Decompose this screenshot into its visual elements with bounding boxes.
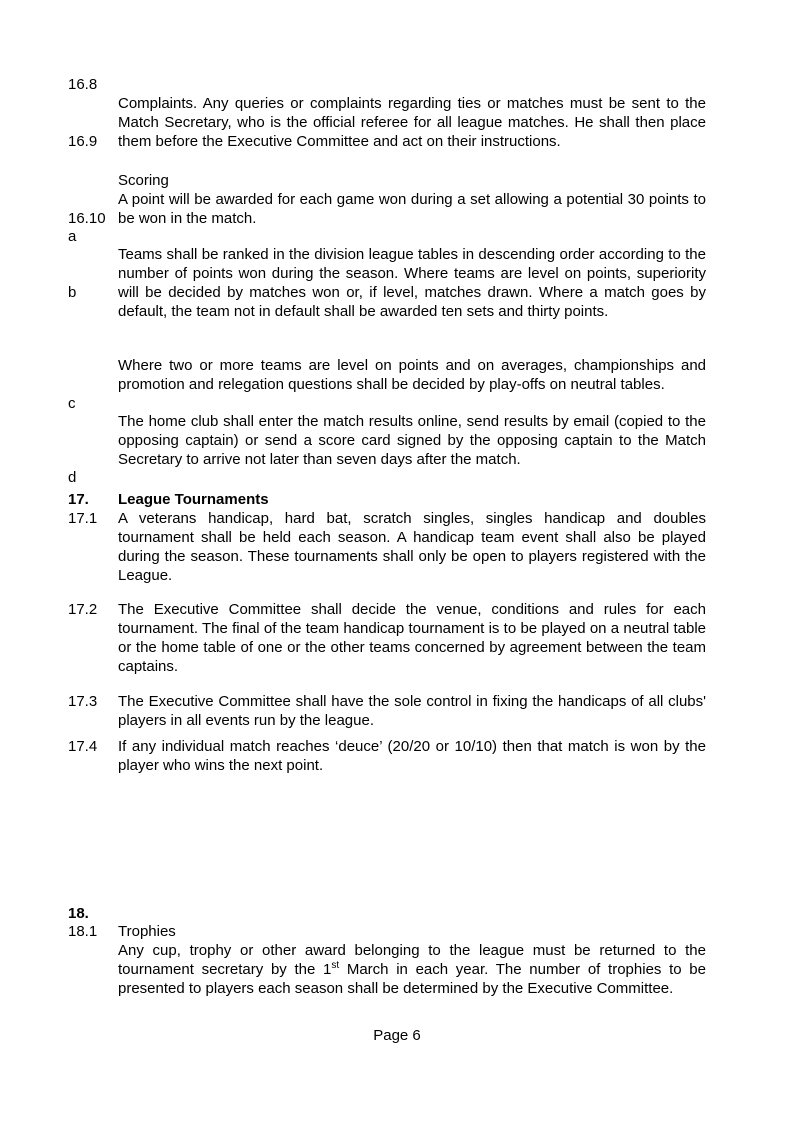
paragraph-17-2: The Executive Committee shall decide the venue, conditions and rules for each tournament. The final of the team handicap tournament is to be played on a neutral table or the home table of one or the other teams concerned by agreement between the team captains. [118,601,706,675]
clause-number-17: 17. [68,491,89,508]
paragraph-complaints: Complaints. Any queries or complaints regarding ties or matches must be sent to the Match Secretary, who is the official referee for all league matches. He shall then place them before the Executive Committee and act on their instructions. [118,95,706,150]
paragraph-scoring: A point will be awarded for each game won during a set allowing a potential 30 points to be won in the match. [118,191,706,227]
page-number-footer: Page 6 [373,1027,421,1044]
heading-trophies: Trophies [118,923,176,940]
clause-number-16-8: 16.8 [68,76,98,93]
ordinal-superscript-st: st [331,960,340,971]
clause-letter-d: d [68,469,77,486]
paragraph-17-1: A veterans handicap, hard bat, scratch singles, singles handicap and doubles tournament shall be held each season. A handicap team event shall also be played during the season. These tournaments shall only be open to players registered with the League. [118,510,706,584]
paragraph-ranking: Teams shall be ranked in the division league tables in descending order according to the number of points won during the season. Where teams are level on points, superiority will be decided by matches won or, if level, matches drawn. Where a match goes by default, the team not in default shall be awarded ten sets and thirty points. [118,246,706,320]
paragraph-17-3: The Executive Committee shall have the sole control in fixing the handicaps of all clubs' players in all events run by the league. [118,693,706,729]
paragraph-18-1-text-before-superscript: Any cup, trophy or other award belonging to the league must be returned to the tournament secretary by the 1 [118,942,706,978]
paragraph-playoffs: Where two or more teams are level on points and on averages, championships and promotion and relegation questions shall be decided by play-offs on neutral tables. [118,357,706,393]
clause-number-18-1: 18.1 [68,923,98,940]
clause-number-17-2: 17.2 [68,601,98,618]
paragraph-results: The home club shall enter the match results online, send results by email (copied to the opposing captain) or send a score card signed by the opposing captain to the Match Secretary to arrive not later than seven days after the match. [118,413,706,468]
clause-number-17-4: 17.4 [68,738,98,755]
clause-number-17-1: 17.1 [68,510,98,527]
clause-letter-a: a [68,228,77,245]
clause-number-16-9: 16.9 [68,133,98,150]
clause-letter-c: c [68,395,76,412]
heading-scoring: Scoring [118,172,169,189]
clause-number-17-3: 17.3 [68,693,98,710]
clause-letter-b: b [68,284,77,301]
heading-league-tournaments: League Tournaments [118,491,269,508]
paragraph-17-4: If any individual match reaches ‘deuce’ (20/20 or 10/10) then that match is won by the player who wins the next point. [118,738,706,774]
clause-number-18: 18. [68,905,89,922]
paragraph-18-1 [118,941,706,998]
paragraph-18-1-text-after-superscript: March in each year. The number of trophies to be presented to players each season shall be determined by the Executive Committee. [118,961,706,997]
clause-number-16-10: 16.10 [68,210,106,227]
